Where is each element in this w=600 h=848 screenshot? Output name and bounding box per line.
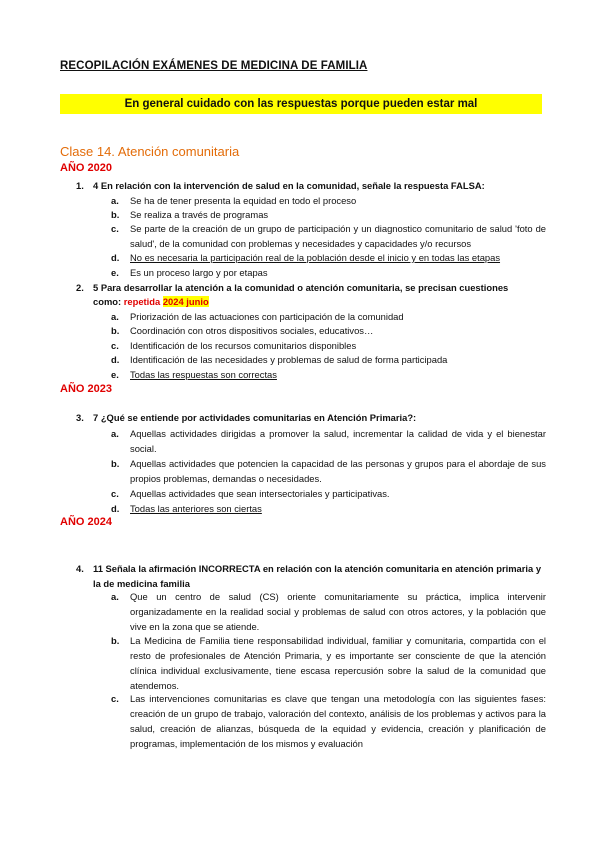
question-text-cont: como: bbox=[93, 296, 122, 307]
option-letter: b. bbox=[111, 635, 120, 646]
option-text: Priorización de las actuaciones con participación de la comunidad bbox=[130, 311, 404, 322]
option-letter: b. bbox=[111, 458, 120, 469]
question-text: 7 ¿Qué se entiende por actividades comunitarias en Atención Primaria?: bbox=[93, 412, 417, 423]
option-letter: e. bbox=[111, 369, 119, 380]
option-text: Es un proceso largo y por etapas bbox=[130, 267, 268, 278]
option-text: Que un centro de salud (CS) oriente comunitariamente su práctica, implica intervenir organizadamente en la realidad social y problemas de salud con otros actores, y la población que vive en la zona que se atiende. bbox=[130, 591, 546, 632]
option-letter: d. bbox=[111, 252, 120, 263]
document-title: RECOPILACIÓN EXÁMENES DE MEDICINA DE FAMILIA bbox=[60, 60, 368, 72]
option-text: Identificación de las necesidades y problemas de salud de forma participada bbox=[130, 354, 448, 365]
option-letter: d. bbox=[111, 503, 120, 514]
option-text-answer: Todas las anteriores son ciertas bbox=[130, 503, 262, 514]
option-text: Se parte de la creación de un grupo de participación y un diagnostico comunitario de salud 'foto de salud', de la comunidad con problemas y necesidades y capacidades y/o recursos bbox=[130, 223, 546, 249]
repeat-date-highlight: 2024 junio bbox=[162, 296, 209, 307]
option-letter: c. bbox=[111, 340, 119, 351]
option-text: Se ha de tener presenta la equidad en todo el proceso bbox=[130, 195, 357, 206]
option-text: Coordinación con otros dispositivos sociales, educativos… bbox=[130, 325, 374, 336]
question-text: 11 Señala la afirmación INCORRECTA en relación con la atención comunitaria en atención primaria y la de medicina familia bbox=[93, 563, 542, 589]
repeat-note: repetida bbox=[123, 296, 161, 307]
year-heading-2020: AÑO 2020 bbox=[60, 162, 112, 174]
question-2-line2 bbox=[93, 294, 209, 309]
section-title: Clase 14. Atención comunitaria bbox=[60, 144, 240, 159]
option-text: Identificación de los recursos comunitarios disponibles bbox=[130, 340, 357, 351]
option-text: Aquellas actividades dirigidas a promover la salud, incrementar la calidad de vida y el bienestar social. bbox=[130, 428, 546, 454]
option-text: La Medicina de Familia tiene responsabilidad individual, familiar y comunitaria, compartida con el resto de profesionales de Atención Primaria, y es importante ser consciente de que la atención clínica individual exclusivamente, tiene escasa repercusión sobre la salud de la comunidad que atendemos. bbox=[130, 635, 546, 691]
question-number: 3. bbox=[76, 412, 84, 423]
question-number: 4. bbox=[76, 563, 84, 574]
option-text-answer: Todas las respuestas son correctas bbox=[130, 369, 277, 380]
question-number: 2. bbox=[76, 282, 84, 293]
year-heading-2024: AÑO 2024 bbox=[60, 516, 112, 528]
question-number: 1. bbox=[76, 180, 84, 191]
option-text: Aquellas actividades que sean intersectoriales y participativas. bbox=[130, 488, 390, 499]
option-letter: b. bbox=[111, 209, 120, 220]
option-letter: c. bbox=[111, 488, 119, 499]
option-text: Las intervenciones comunitarias es clave que tengan una metodología con las siguientes fases: creación de un grupo de trabajo, valoración del contexto, análisis de los problemas y activos para la salud, creación de alianzas, búsqueda de la equidad y evidencia, creación y planificación de programas, implementación de los mismos y evaluación bbox=[130, 693, 546, 749]
option-letter: c. bbox=[111, 223, 119, 234]
option-letter: e. bbox=[111, 267, 119, 278]
option-letter: b. bbox=[111, 325, 120, 336]
option-letter: a. bbox=[111, 591, 119, 602]
option-text-answer: No es necesaria la participación real de la población desde el inicio y en todas las etapas bbox=[130, 252, 501, 263]
option-letter: a. bbox=[111, 428, 119, 439]
option-letter: a. bbox=[111, 311, 119, 322]
question-text: 5 Para desarrollar la atención a la comunidad o atención comunitaria, se precisan cuestiones bbox=[93, 282, 509, 293]
option-letter: c. bbox=[111, 693, 119, 704]
question-text: 4 En relación con la intervención de salud en la comunidad, señale la respuesta FALSA: bbox=[93, 180, 485, 191]
option-letter: d. bbox=[111, 354, 120, 365]
year-heading-2023: AÑO 2023 bbox=[60, 383, 112, 395]
option-letter: a. bbox=[111, 195, 119, 206]
option-text: Se realiza a través de programas bbox=[130, 209, 269, 220]
option-text: Aquellas actividades que potencien la capacidad de las personas y grupos para el abordaje de sus propios problemas, demandas o necesidades. bbox=[130, 458, 546, 484]
warning-banner: En general cuidado con las respuestas porque pueden estar mal bbox=[60, 94, 542, 114]
